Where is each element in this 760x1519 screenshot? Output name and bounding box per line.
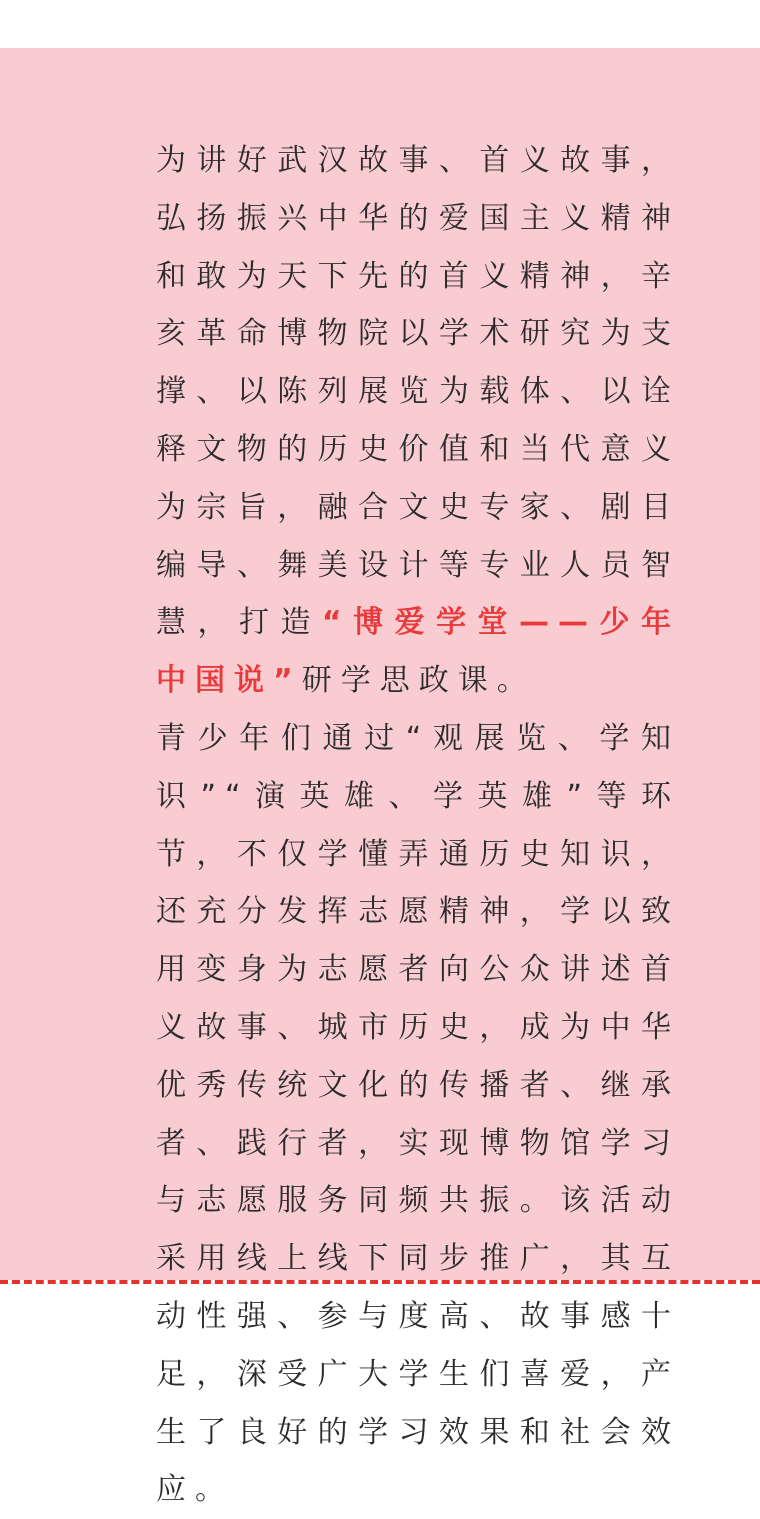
course-title-highlight: “博爱学堂——少年中国说” [156,605,680,699]
paragraph-2: 青少年们通过“观展览、学知识”“演英雄、学英雄”等环节，不仅学懂弄通历史知识，还充分发挥志愿精神，学以致用变身为志愿者向公众讲述首义故事、城市历史，成为中华优秀传统文化的传播者、继承者、践行者，实现博物馆学习与志愿服务同频共振。该活动采用线上线下同步推广，其互动性强、参与度高、故事感十足，深受广大学生们喜爱，产生了良好的学习效果和社会效应。 [156,720,680,1508]
dashed-divider [0,1280,760,1284]
paragraph-1-text-after: 研学思政课。 [301,663,536,699]
paragraph-1-text-before: 为讲好武汉故事、首义故事，弘扬振兴中华的爱国主义精神和敢为天下先的首义精神，辛亥革命博物院以学术研究为支撑、以陈列展览为载体、以诠释文物的历史价值和当代意义为宗旨，融合文史专家、剧目编导、舞美设计等专业人员智慧，打造 [156,143,680,641]
article-panel [0,48,760,1508]
article-body [80,132,680,1519]
paragraph-1 [80,132,680,710]
